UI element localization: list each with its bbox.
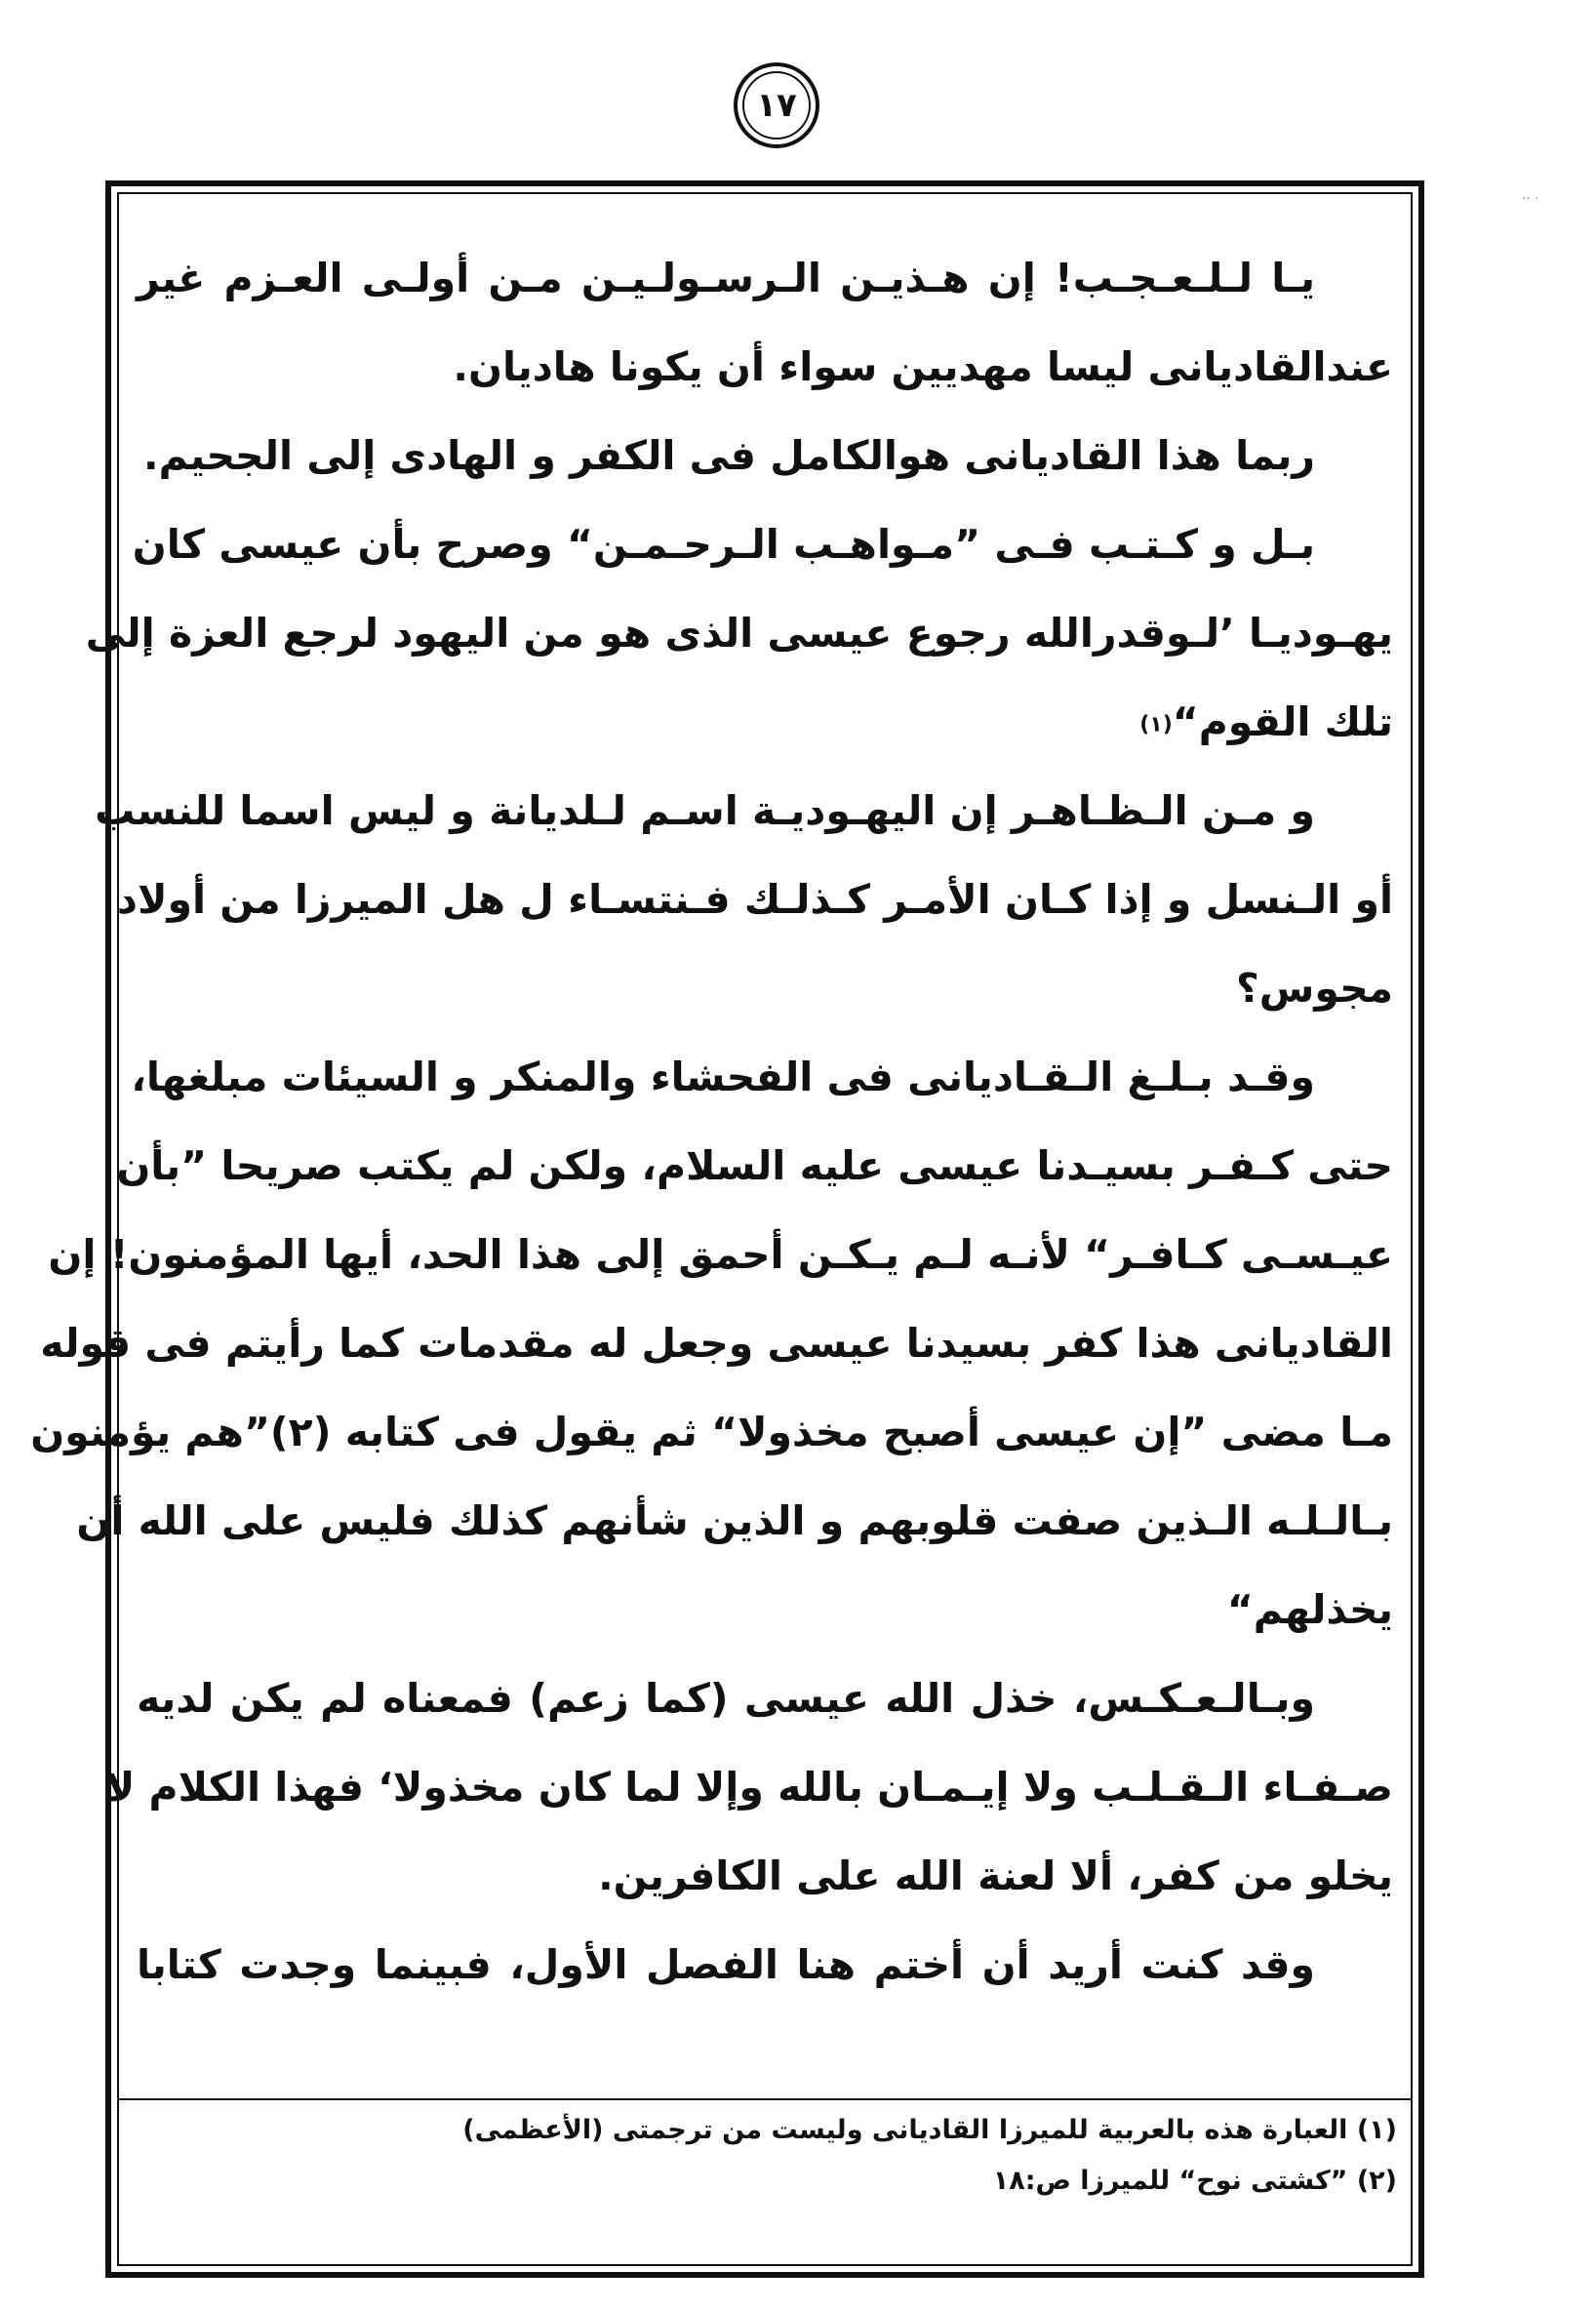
page-number: ١٧ [756,86,797,125]
text-line-content: تلك القوم“ [1172,698,1393,745]
text-line-content: وقـد بـلـغ الـقـاديانى فى الفحشاء والمنكر و السيئات مبلغها، [131,1054,1315,1100]
text-line [76,1477,1393,1566]
text-line [137,1566,1393,1654]
text-line-content: وبـالـعـكـس، خذل الله عيسى (كما زعم) فمعناه لم يكن لديه [137,1675,1315,1722]
scan-speck: ·· · [1522,191,1539,207]
footnotes [156,2105,1397,2207]
text-line [116,856,1393,944]
text-line [132,500,1393,589]
page-number-badge [734,62,819,148]
text-line-content: مجوس؟ [1236,965,1393,1012]
text-line-content: القاديانى هذا كفر بسيدنا عيسى وجعل له مقدمات كما رأيتم فى قوله [40,1320,1393,1367]
text-line [137,1832,1393,1921]
text-line [131,1033,1393,1122]
text-line-content: يخلو من كفر، ألا لعنة الله على الكافرين. [598,1852,1393,1899]
text-line-content: بـل و كـتـب فـى ”مـواهـب الـرحـمـن“ وصرح بأن عيسى كان [132,521,1315,568]
text-line-content: يخذلهم“ [1226,1586,1393,1633]
text-line [95,767,1393,856]
text-line [137,323,1393,412]
footnote-2: (٢) ”كشتى نوح“ للميرزا ص:١٨ [992,2166,1397,2196]
text-line [85,589,1393,678]
text-line [137,678,1393,767]
footnote-1: (١) العبارة هذه بالعربية للميرزا القاديانى وليست من ترجمتى (الأعظمى) [462,2115,1397,2145]
text-line [104,1743,1393,1832]
text-line [40,1299,1393,1388]
text-line-content: ربما هذا القاديانى هوالكامل فى الكفر و الهادى إلى الجحيم. [143,432,1315,479]
text-line-content: أو الـنسل و إذا كـان الأمـر كـذلـك فـنتسـاء ل هل الميرزا من أولاد [116,876,1393,923]
text-line [48,1211,1393,1299]
text-line [116,1122,1393,1211]
text-line [30,1388,1393,1477]
text-line [137,234,1393,323]
text-line-content: حتى كـفـر بسيـدنا عيسى عليه السلام، ولكن لم يكتب صريحا ”بأن [116,1142,1393,1189]
text-line-content: يهـوديـا ’لـوقدرالله رجوع عيسى الذى هو من اليهود لرجع العزة إلى [85,610,1393,657]
text-line-content: عيـسـى كـافـر“ لأنـه لـم يـكـن أحمق إلى هذا الحد، أيها المؤمنون! إن [48,1231,1393,1278]
footnote-reference: (١) [1139,712,1173,737]
text-line [137,412,1393,500]
text-line-content: عندالقاديانى ليسا مهديين سواء أن يكونا هاديان. [453,343,1393,390]
text-line [137,1654,1393,1743]
main-text [30,234,1393,2010]
text-line-content: و مـن الـظـاهـر إن اليهـوديـة اسـم لـلديانة و ليس اسما للنسب [95,787,1315,834]
text-line [137,944,1393,1033]
text-line-content: مـا مضى ”إن عيسى أصبح مخذولا“ ثم يقول فى كتابه (٢)”هم يؤمنون [30,1409,1393,1455]
text-line-content: بـالـلـه الـذين صفت قلوبهم و الذين شأنهم كذلك فليس على الله أن [76,1497,1393,1544]
text-line [137,1921,1393,2010]
text-line-content: يـا لـلـعـجـب! إن هـذيـن الـرسـولـيـن مـن أولـى العـزم غير [137,255,1315,301]
text-line-content: صـفـاء الـقـلـب ولا إيـمـان بالله وإلا لما كان مخذولا‘ فهذا الكلام لا [104,1764,1393,1811]
text-line-content: وقد كنت أريد أن أختم هنا الفصل الأول، فبينما وجدت كتابا [137,1941,1315,1988]
footnote-divider [119,2098,1411,2100]
